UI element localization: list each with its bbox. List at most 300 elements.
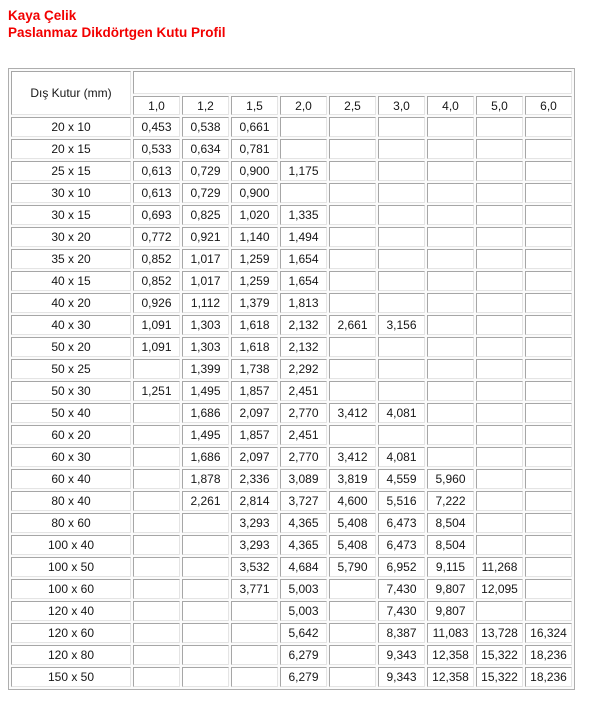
weight-cell [476, 381, 523, 401]
weight-cell: 1,857 [231, 381, 278, 401]
table-row [11, 293, 572, 313]
thickness-header: 1,2 [182, 96, 229, 115]
weight-cell [182, 601, 229, 621]
weight-cell [182, 667, 229, 687]
weight-cell: 9,807 [427, 601, 474, 621]
weight-cell: 1,618 [231, 315, 278, 335]
weight-cell [378, 205, 425, 225]
weight-cell: 2,814 [231, 491, 278, 511]
size-cell: 100 x 60 [11, 579, 131, 599]
weight-cell: 1,091 [133, 315, 180, 335]
weight-cell [378, 227, 425, 247]
weight-cell: 13,728 [476, 623, 523, 643]
table-row [11, 381, 572, 401]
weight-cell: 2,261 [182, 491, 229, 511]
table-row [11, 359, 572, 379]
weight-cell: 3,412 [329, 447, 376, 467]
weight-cell [476, 403, 523, 423]
table-row [11, 249, 572, 269]
weight-cell: 0,729 [182, 183, 229, 203]
weight-cell: 1,091 [133, 337, 180, 357]
weight-cell: 1,738 [231, 359, 278, 379]
weight-cell [280, 183, 327, 203]
table-body [11, 117, 572, 687]
weight-cell: 16,324 [525, 623, 572, 643]
weight-cell [525, 249, 572, 269]
weight-cell [427, 403, 474, 423]
weight-cell: 7,430 [378, 601, 425, 621]
weight-cell: 1,495 [182, 381, 229, 401]
weight-cell: 4,365 [280, 513, 327, 533]
weight-cell: 2,132 [280, 315, 327, 335]
weight-cell: 1,303 [182, 315, 229, 335]
weight-cell [133, 535, 180, 555]
size-cell: 40 x 20 [11, 293, 131, 313]
weight-cell [182, 513, 229, 533]
weight-cell [427, 139, 474, 159]
weight-cell: 1,379 [231, 293, 278, 313]
weight-cell: 5,642 [280, 623, 327, 643]
weight-cell [525, 117, 572, 137]
weight-cell: 9,115 [427, 557, 474, 577]
weight-cell [182, 557, 229, 577]
size-cell: 50 x 30 [11, 381, 131, 401]
table-row [11, 601, 572, 621]
weight-cell: 3,771 [231, 579, 278, 599]
weight-cell [133, 469, 180, 489]
size-cell: 80 x 40 [11, 491, 131, 511]
weight-cell [525, 447, 572, 467]
weight-cell: 0,900 [231, 183, 278, 203]
thickness-header: 2,5 [329, 96, 376, 115]
table-row [11, 183, 572, 203]
size-cell: 100 x 40 [11, 535, 131, 555]
size-cell: 50 x 40 [11, 403, 131, 423]
weight-cell [525, 491, 572, 511]
weight-cell: 2,451 [280, 425, 327, 445]
weight-cell [329, 293, 376, 313]
table-row [11, 403, 572, 423]
weight-cell [133, 359, 180, 379]
weight-cell [378, 117, 425, 137]
weight-cell: 1,251 [133, 381, 180, 401]
weight-cell [525, 227, 572, 247]
weight-cell [329, 161, 376, 181]
weight-cell [231, 645, 278, 665]
thickness-header: 4,0 [427, 96, 474, 115]
weight-cell: 2,097 [231, 447, 278, 467]
weight-cell: 11,268 [476, 557, 523, 577]
weight-cell [133, 667, 180, 687]
weight-cell [329, 381, 376, 401]
weight-cell [329, 249, 376, 269]
size-cell: 50 x 25 [11, 359, 131, 379]
weight-cell: 1,017 [182, 249, 229, 269]
weight-cell [476, 205, 523, 225]
weight-cell [476, 535, 523, 555]
weight-cell: 2,770 [280, 447, 327, 467]
weight-cell: 12,358 [427, 645, 474, 665]
table-row [11, 645, 572, 665]
weight-cell [427, 293, 474, 313]
weight-cell [476, 513, 523, 533]
size-cell: 100 x 50 [11, 557, 131, 577]
weight-cell [476, 139, 523, 159]
weight-cell [476, 491, 523, 511]
weight-cell [133, 579, 180, 599]
weight-cell [133, 645, 180, 665]
weight-cell [476, 469, 523, 489]
weight-cell: 12,358 [427, 667, 474, 687]
weight-cell [231, 601, 278, 621]
weight-cell: 1,654 [280, 271, 327, 291]
header-row-top [11, 71, 572, 94]
weight-cell [182, 623, 229, 643]
table-row [11, 557, 572, 577]
weight-cell [476, 425, 523, 445]
size-cell: 30 x 20 [11, 227, 131, 247]
size-cell: 60 x 40 [11, 469, 131, 489]
weight-cell [476, 337, 523, 357]
weight-cell [525, 425, 572, 445]
weight-cell [378, 425, 425, 445]
weight-cell: 0,533 [133, 139, 180, 159]
weight-cell: 12,095 [476, 579, 523, 599]
weight-cell: 4,365 [280, 535, 327, 555]
weight-cell: 2,661 [329, 315, 376, 335]
profile-weight-table [8, 68, 575, 690]
weight-cell: 8,504 [427, 535, 474, 555]
weight-cell [378, 293, 425, 313]
weight-cell [329, 183, 376, 203]
weight-cell: 1,303 [182, 337, 229, 357]
weight-cell [182, 579, 229, 599]
weight-cell [476, 359, 523, 379]
weight-cell: 0,613 [133, 183, 180, 203]
weight-cell: 18,236 [525, 667, 572, 687]
weight-cell [378, 381, 425, 401]
weight-cell: 0,729 [182, 161, 229, 181]
weight-cell [427, 205, 474, 225]
size-cell: 35 x 20 [11, 249, 131, 269]
table-row [11, 205, 572, 225]
weight-cell [525, 381, 572, 401]
weight-cell [133, 623, 180, 643]
weight-cell [133, 513, 180, 533]
weight-cell: 1,813 [280, 293, 327, 313]
thickness-header: 3,0 [378, 96, 425, 115]
weight-cell: 7,222 [427, 491, 474, 511]
weight-cell: 6,279 [280, 667, 327, 687]
weight-cell: 1,112 [182, 293, 229, 313]
weight-cell: 6,473 [378, 535, 425, 555]
thickness-header: 6,0 [525, 96, 572, 115]
weight-cell [427, 161, 474, 181]
weight-cell: 1,175 [280, 161, 327, 181]
weight-cell: 0,693 [133, 205, 180, 225]
company-title: Kaya Çelik [8, 8, 77, 23]
weight-cell [378, 183, 425, 203]
weight-cell: 4,081 [378, 403, 425, 423]
weight-cell: 5,408 [329, 535, 376, 555]
table-row [11, 315, 572, 335]
table-row [11, 535, 572, 555]
weight-cell [133, 425, 180, 445]
thickness-header: 2,0 [280, 96, 327, 115]
weight-cell [378, 271, 425, 291]
weight-cell [525, 601, 572, 621]
weight-cell: 1,686 [182, 447, 229, 467]
table-row [11, 271, 572, 291]
weight-cell: 6,279 [280, 645, 327, 665]
weight-cell: 0,781 [231, 139, 278, 159]
weight-cell [378, 249, 425, 269]
weight-cell [427, 315, 474, 335]
weight-cell: 1,399 [182, 359, 229, 379]
weight-cell [378, 359, 425, 379]
weight-cell [476, 315, 523, 335]
weight-cell [329, 359, 376, 379]
weight-cell: 6,473 [378, 513, 425, 533]
table-row [11, 469, 572, 489]
weight-cell: 1,494 [280, 227, 327, 247]
weight-cell: 0,900 [231, 161, 278, 181]
weight-cell [476, 227, 523, 247]
table-header [11, 71, 572, 115]
weight-cell: 2,132 [280, 337, 327, 357]
weight-cell [427, 337, 474, 357]
weight-cell [525, 359, 572, 379]
weight-cell: 8,387 [378, 623, 425, 643]
weight-cell [525, 315, 572, 335]
weight-cell: 1,654 [280, 249, 327, 269]
weight-cell [476, 447, 523, 467]
weight-cell [133, 601, 180, 621]
weight-cell: 4,600 [329, 491, 376, 511]
weight-cell: 1,335 [280, 205, 327, 225]
table-row [11, 667, 572, 687]
weight-cell: 0,852 [133, 249, 180, 269]
weight-cell: 5,960 [427, 469, 474, 489]
weight-cell: 5,003 [280, 579, 327, 599]
weight-cell [476, 601, 523, 621]
size-cell: 30 x 10 [11, 183, 131, 203]
thickness-header: 5,0 [476, 96, 523, 115]
weight-cell [427, 271, 474, 291]
weight-cell: 0,661 [231, 117, 278, 137]
weight-cell: 5,516 [378, 491, 425, 511]
weight-cell: 0,825 [182, 205, 229, 225]
weight-cell: 0,453 [133, 117, 180, 137]
weight-cell: 3,293 [231, 513, 278, 533]
weight-cell: 2,451 [280, 381, 327, 401]
weight-cell [329, 623, 376, 643]
size-cell: 40 x 30 [11, 315, 131, 335]
weight-cell [182, 535, 229, 555]
table-row [11, 161, 572, 181]
weight-cell: 2,097 [231, 403, 278, 423]
table-row [11, 117, 572, 137]
table-row [11, 579, 572, 599]
weight-cell: 0,772 [133, 227, 180, 247]
table-row [11, 623, 572, 643]
weight-cell: 4,559 [378, 469, 425, 489]
weight-cell [133, 491, 180, 511]
weight-cell [329, 645, 376, 665]
weight-cell [329, 337, 376, 357]
weight-cell: 1,140 [231, 227, 278, 247]
weight-cell: 2,292 [280, 359, 327, 379]
weight-cell: 4,081 [378, 447, 425, 467]
weight-cell: 18,236 [525, 645, 572, 665]
weight-cell: 11,083 [427, 623, 474, 643]
weight-cell: 15,322 [476, 645, 523, 665]
size-cell: 50 x 20 [11, 337, 131, 357]
weight-cell: 1,020 [231, 205, 278, 225]
weight-cell: 0,634 [182, 139, 229, 159]
weight-cell [329, 579, 376, 599]
weight-cell [133, 403, 180, 423]
weight-cell: 5,790 [329, 557, 376, 577]
weight-cell [329, 601, 376, 621]
weight-cell [427, 381, 474, 401]
title-block [8, 7, 226, 41]
size-cell: 120 x 40 [11, 601, 131, 621]
weight-cell [525, 557, 572, 577]
weight-cell: 3,412 [329, 403, 376, 423]
weight-cell: 6,952 [378, 557, 425, 577]
weight-cell [329, 139, 376, 159]
weight-cell [231, 667, 278, 687]
weight-cell: 2,770 [280, 403, 327, 423]
table-row [11, 425, 572, 445]
weight-cell [525, 535, 572, 555]
weight-cell: 7,430 [378, 579, 425, 599]
outer-diameter-header: Dış Kutur (mm) [11, 71, 131, 115]
weight-cell [427, 183, 474, 203]
weight-cell [525, 293, 572, 313]
weight-cell: 15,322 [476, 667, 523, 687]
weight-cell: 9,343 [378, 667, 425, 687]
weight-cell [476, 161, 523, 181]
weight-cell [525, 513, 572, 533]
weight-cell: 5,408 [329, 513, 376, 533]
size-cell: 20 x 10 [11, 117, 131, 137]
size-cell: 120 x 80 [11, 645, 131, 665]
weight-cell: 1,618 [231, 337, 278, 357]
weight-cell [525, 469, 572, 489]
weight-cell: 1,686 [182, 403, 229, 423]
weight-cell: 1,857 [231, 425, 278, 445]
weight-cell: 3,532 [231, 557, 278, 577]
weight-cell: 8,504 [427, 513, 474, 533]
weight-cell [280, 139, 327, 159]
weight-cell: 0,538 [182, 117, 229, 137]
weight-cell [329, 227, 376, 247]
weight-cell: 0,613 [133, 161, 180, 181]
weight-cell [476, 183, 523, 203]
size-cell: 60 x 30 [11, 447, 131, 467]
size-cell: 25 x 15 [11, 161, 131, 181]
table-row [11, 227, 572, 247]
weight-cell [427, 447, 474, 467]
weight-cell [525, 183, 572, 203]
weight-cell [525, 205, 572, 225]
weight-cell [329, 205, 376, 225]
weight-cell [427, 249, 474, 269]
weight-cell [329, 667, 376, 687]
product-title: Paslanmaz Dikdörtgen Kutu Profil [8, 25, 226, 40]
weight-cell [329, 425, 376, 445]
table-row [11, 337, 572, 357]
size-cell: 80 x 60 [11, 513, 131, 533]
weight-cell: 4,684 [280, 557, 327, 577]
thickness-group-header [133, 71, 572, 94]
weight-cell [525, 337, 572, 357]
weight-cell [525, 271, 572, 291]
size-cell: 20 x 15 [11, 139, 131, 159]
weight-cell: 1,878 [182, 469, 229, 489]
weight-cell [329, 117, 376, 137]
weight-cell [525, 161, 572, 181]
weight-cell: 3,156 [378, 315, 425, 335]
weight-cell: 0,852 [133, 271, 180, 291]
weight-cell: 2,336 [231, 469, 278, 489]
size-cell: 40 x 15 [11, 271, 131, 291]
weight-cell [427, 117, 474, 137]
weight-cell [378, 337, 425, 357]
weight-cell: 3,819 [329, 469, 376, 489]
weight-cell [525, 403, 572, 423]
weight-cell [525, 579, 572, 599]
weight-cell: 5,003 [280, 601, 327, 621]
weight-cell [427, 359, 474, 379]
table-row [11, 447, 572, 467]
weight-cell [231, 623, 278, 643]
size-cell: 120 x 60 [11, 623, 131, 643]
table-row [11, 491, 572, 511]
size-cell: 60 x 20 [11, 425, 131, 445]
weight-cell: 3,293 [231, 535, 278, 555]
weight-cell: 3,727 [280, 491, 327, 511]
weight-cell: 1,259 [231, 249, 278, 269]
weight-cell [427, 227, 474, 247]
weight-cell: 1,495 [182, 425, 229, 445]
weight-cell [525, 139, 572, 159]
size-cell: 150 x 50 [11, 667, 131, 687]
size-cell: 30 x 15 [11, 205, 131, 225]
weight-cell [329, 271, 376, 291]
weight-cell: 9,343 [378, 645, 425, 665]
weight-cell [476, 271, 523, 291]
weight-cell [133, 447, 180, 467]
weight-cell [378, 139, 425, 159]
weight-cell: 3,089 [280, 469, 327, 489]
weight-cell [133, 557, 180, 577]
weight-cell [476, 249, 523, 269]
weight-cell: 0,926 [133, 293, 180, 313]
weight-cell [182, 645, 229, 665]
weight-cell [378, 161, 425, 181]
thickness-header: 1,0 [133, 96, 180, 115]
weight-cell: 9,807 [427, 579, 474, 599]
weight-cell: 1,017 [182, 271, 229, 291]
weight-cell: 0,921 [182, 227, 229, 247]
weight-cell [280, 117, 327, 137]
weight-cell [427, 425, 474, 445]
table-row [11, 139, 572, 159]
weight-cell: 1,259 [231, 271, 278, 291]
